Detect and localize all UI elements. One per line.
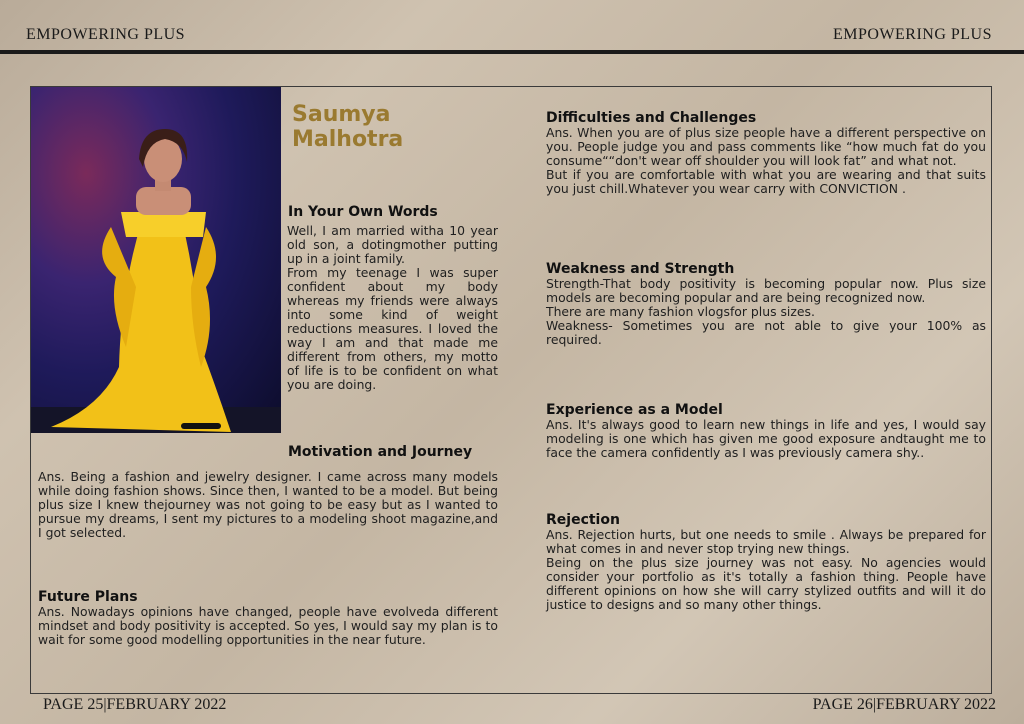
first-name: Saumya — [292, 102, 391, 127]
portrait-illustration — [31, 87, 281, 433]
footer-page-number-right: PAGE 26|FEBRUARY 2022 — [812, 696, 996, 713]
header-divider — [0, 50, 1024, 54]
difficulties-line-2: But if you are comfortable with what you are wearing and that suits you just chill.Whatever you wear carry with CONVICTION . — [546, 167, 986, 196]
weakness-line-2: There are many fashion vlogsfor plus sizes. — [546, 304, 815, 319]
text-difficulties — [546, 126, 986, 196]
heading-future-plans: Future Plans — [38, 589, 138, 605]
heading-weakness-strength: Weakness and Strength — [546, 261, 735, 277]
text-rejection — [546, 528, 986, 612]
rejection-line-1: Ans. Rejection hurts, but one needs to smile . Always be prepared for what comes in and never stop trying new things. — [546, 527, 986, 556]
footer-page-number-left: PAGE 25|FEBRUARY 2022 — [43, 696, 227, 713]
text-motivation: Ans. Being a fashion and jewelry designer. I came across many models while doing fashion shows. Since then, I wanted to be a model. But being plus size I knew thejourney was not going to be easy but as I wanted to pursue my dreams, I sent my pictures to a modeling shoot magazine,and I got selected. — [38, 469, 498, 540]
difficulties-line-1: Ans. When you are of plus size people have a different perspective on you. People judge you and pass comments like “how much fat do you consume““don't wear off shoulder you will look fat” and what not. — [546, 125, 986, 168]
own-words-line-2: From my teenage I was super confident about my body whereas my friends were always into some kind of weight reductions measures. I loved the way I am and that made me different from others, my motto of life is to be confident on what you are doing. — [287, 265, 498, 392]
own-words-line-1: Well, I am married witha 10 year old son, a dotingmother putting up in a joint family. — [287, 223, 498, 266]
last-name: Malhotra — [292, 127, 404, 152]
portrait-photo — [31, 87, 281, 433]
header-magazine-title-right: EMPOWERING PLUS — [832, 26, 992, 43]
heading-difficulties: Difficulties and Challenges — [546, 110, 757, 126]
heading-rejection: Rejection — [546, 512, 620, 528]
text-own-words — [287, 224, 498, 392]
header-magazine-title-left: EMPOWERING PLUS — [26, 26, 186, 43]
heading-motivation: Motivation and Journey — [288, 444, 473, 460]
heading-own-words: In Your Own Words — [288, 204, 438, 220]
text-future-plans: Ans. Nowadays opinions have changed, people have evolveda different mindset and body positivity is accepted. So yes, I would say my plan is to wait for some good modelling opportunities in the near future. — [38, 604, 498, 647]
text-weakness-strength — [546, 277, 986, 347]
weakness-line-1: Strength-That body positivity is becoming popular now. Plus size models are becoming popular and are being recognized now. — [546, 276, 986, 305]
rejection-line-2: Being on the plus size journey was not easy. No agencies would consider your portfolio as it's totally a fashion thing. People have different opinions on how she will carry stylized outfits and will it do justice to designs and so many other things. — [546, 555, 986, 612]
profile-name — [292, 102, 403, 152]
heading-experience: Experience as a Model — [546, 402, 723, 418]
weakness-line-3: Weakness- Sometimes you are not able to give your 100% as required. — [546, 318, 986, 347]
text-experience: Ans. It's always good to learn new things in life and yes, I would say modeling is one which has given me good exposure andtaught me to face the camera confidently as I was previously camera shy.. — [546, 417, 986, 460]
